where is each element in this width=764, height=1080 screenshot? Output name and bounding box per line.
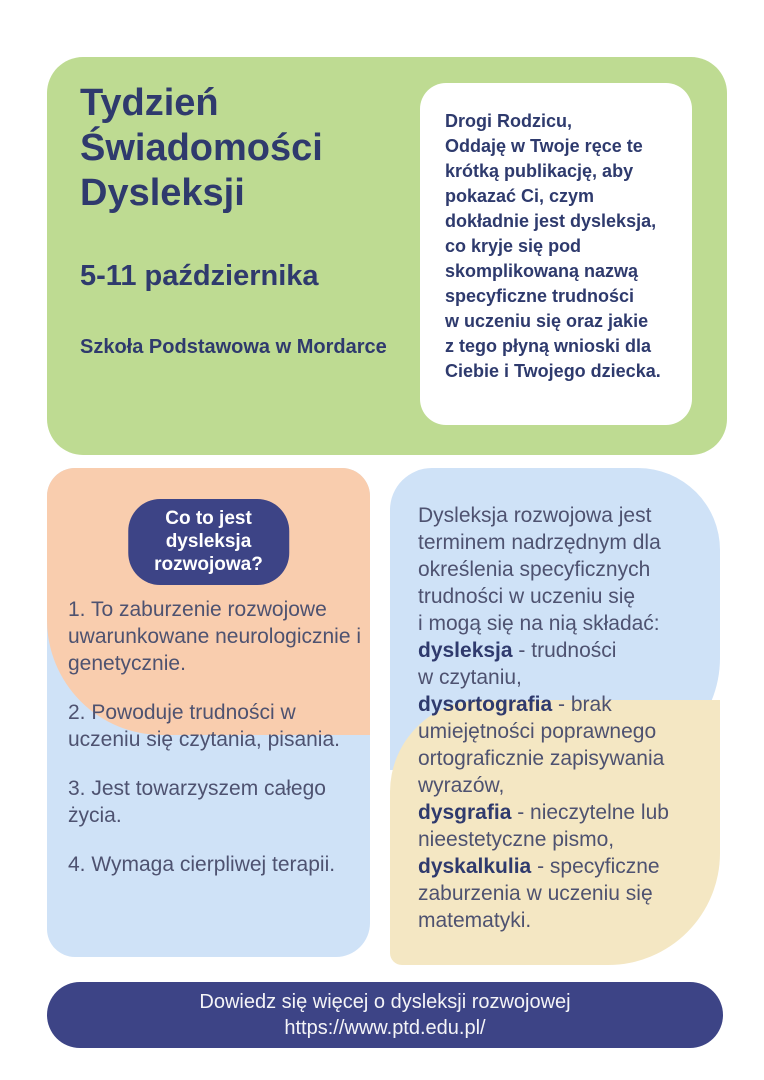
definition-list-item: 1. To zaburzenie rozwojowe uwarunkowane neurologicznie i genetycznie. (68, 598, 362, 675)
term-entry-dysortografia: dysortografia - brak umiejętności poprawnego ortograficznie zapisywania wyrazów, (418, 693, 665, 797)
term-entry-dysleksja: dysleksja - trudności w czytaniu, (418, 639, 617, 689)
parent-letter-text: Drogi Rodzicu, Oddaję w Twoje ręce te krótką publikację, aby pokazać Ci, czym dokładnie jest dysleksja, co kryje się pod skomplikowaną nazwą specyficzne trudności w uczeniu się oraz jakie z tego płyną wnioski dla Ciebie i Twojego dziecka. (445, 111, 661, 381)
footer-banner (47, 982, 723, 1048)
terms-text (418, 502, 712, 934)
definition-list-item: 2. Powoduje trudności w uczeniu się czytania, pisania. (68, 701, 340, 751)
event-dates: 5-11 października (80, 260, 319, 292)
term-entry-dysgrafia: dysgrafia - nieczytelne lub nieestetyczne pismo, (418, 801, 669, 851)
parent-letter-card (420, 83, 692, 425)
definition-list-item: 3. Jest towarzyszem całego życia. (68, 777, 326, 827)
definition-card (47, 468, 370, 957)
definition-list (68, 596, 364, 900)
footer-url: https://www.ptd.edu.pl/ (284, 1017, 486, 1039)
terms-intro: Dysleksja rozwojowa jest terminem nadrzędnym dla określenia specyficznych trudności w uczeniu się i mogą się na nią składać: (418, 504, 661, 635)
school-name: Szkoła Podstawowa w Mordarce (80, 336, 387, 358)
definition-question-badge: Co to jest dysleksja rozwojowa? (128, 499, 290, 585)
footer-text: Dowiedz się więcej o dysleksji rozwojowej (199, 991, 571, 1013)
term-entry-dyskalkulia: dyskalkulia - specyficzne zaburzenia w uczeniu się matematyki. (418, 855, 660, 932)
poster-title: Tydzień Świadomości Dysleksji (80, 82, 323, 214)
definition-list-item: 4. Wymaga cierpliwej terapii. (68, 853, 336, 876)
header-card (47, 57, 727, 455)
terms-card (390, 468, 720, 965)
